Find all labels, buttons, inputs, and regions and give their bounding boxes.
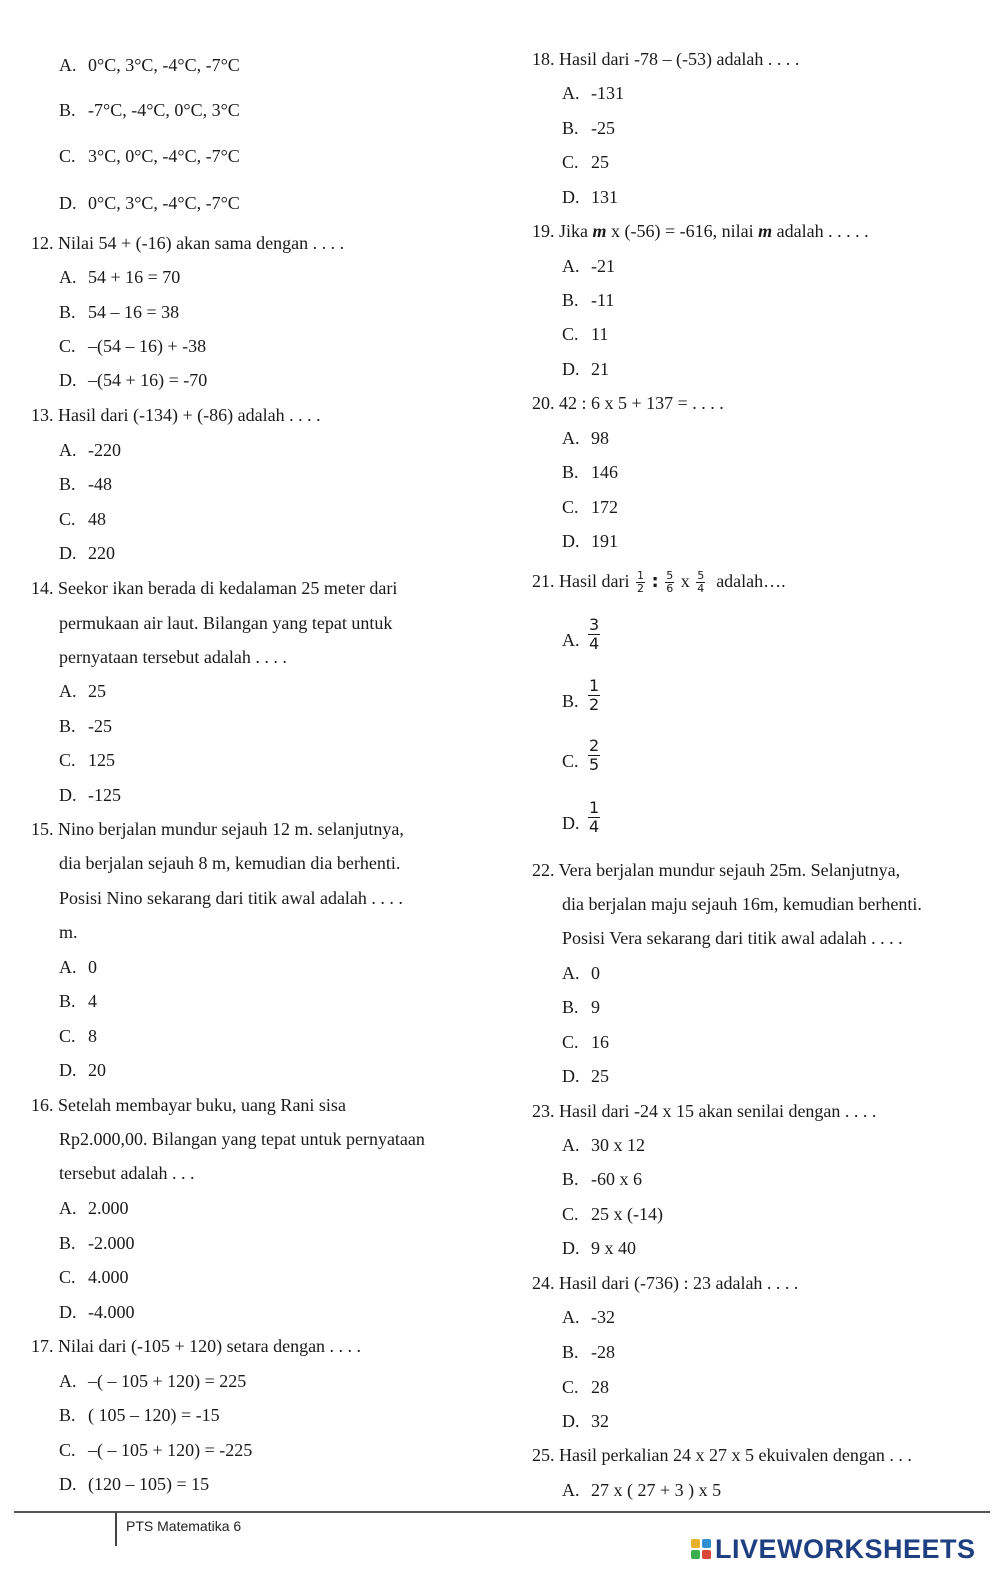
question-14-line: 14. Seekor ikan berada di kedalaman 25 meter dari bbox=[31, 578, 398, 598]
question-17: 17. Nilai dari (-105 + 120) setara dengan . . . . bbox=[31, 1336, 362, 1356]
question-22-line: Posisi Vera sekarang dari titik awal adalah . . . . bbox=[562, 928, 903, 948]
option: C. 28 bbox=[562, 1377, 609, 1397]
option: B. -7°C, -4°C, 0°C, 3°C bbox=[59, 100, 240, 120]
question-15-line: 15. Nino berjalan mundur sejauh 12 m. selanjutnya, bbox=[31, 819, 404, 839]
option: C. 16 bbox=[562, 1032, 609, 1052]
option: B. 9 bbox=[562, 997, 600, 1017]
liveworksheets-brand[interactable] bbox=[691, 1535, 976, 1563]
question-16-line: Rp2.000,00. Bilangan yang tepat untuk pernyataan bbox=[59, 1129, 425, 1149]
question-23: 23. Hasil dari -24 x 15 akan senilai dengan . . . . bbox=[532, 1101, 877, 1121]
option: C. 3°C, 0°C, -4°C, -7°C bbox=[59, 146, 240, 166]
option: A. –( – 105 + 120) = 225 bbox=[59, 1371, 247, 1391]
option: C. 48 bbox=[59, 509, 106, 529]
footer-vertical-divider bbox=[115, 1512, 117, 1546]
option: D. 131 bbox=[562, 187, 618, 207]
question-15-line: m. bbox=[59, 922, 78, 942]
option-letter: D. bbox=[562, 813, 580, 833]
fraction: $\frac{1}{2}$ bbox=[636, 569, 644, 596]
question-14-line: permukaan air laut. Bilangan yang tepat untuk bbox=[59, 613, 393, 633]
option: D. (120 – 105) = 15 bbox=[59, 1474, 210, 1494]
option: C. –( – 105 + 120) = -225 bbox=[59, 1440, 253, 1460]
option: A. -131 bbox=[562, 83, 624, 103]
option: A. 2.000 bbox=[59, 1198, 129, 1218]
option: C. 172 bbox=[562, 497, 618, 517]
option: D. -125 bbox=[59, 785, 121, 805]
option: C. –(54 – 16) + -38 bbox=[59, 336, 207, 356]
option: A. 98 bbox=[562, 428, 609, 448]
option: D. 220 bbox=[59, 543, 115, 563]
option: A. 25 bbox=[59, 681, 106, 701]
option: B. 146 bbox=[562, 462, 618, 482]
option-letter: A. bbox=[562, 630, 580, 650]
option: B. ( 105 – 120) = -15 bbox=[59, 1405, 220, 1425]
option: D. 9 x 40 bbox=[562, 1238, 636, 1258]
option-letter: C. bbox=[562, 751, 579, 771]
option: D. 21 bbox=[562, 359, 609, 379]
question-14-line: pernyataan tersebut adalah . . . . bbox=[59, 647, 287, 667]
option: C. 125 bbox=[59, 750, 115, 770]
option: B. -11 bbox=[562, 290, 615, 310]
footer-divider bbox=[14, 1511, 990, 1513]
option: B. -28 bbox=[562, 1342, 615, 1362]
option-letter: B. bbox=[562, 691, 579, 711]
option: D. 0°C, 3°C, -4°C, -7°C bbox=[59, 193, 240, 213]
question-22-line: 22. Vera berjalan mundur sejauh 25m. Selanjutnya, bbox=[532, 860, 901, 880]
option: C. 25 x (-14) bbox=[562, 1204, 663, 1224]
question-25: 25. Hasil perkalian 24 x 27 x 5 ekuivalen dengan . . . bbox=[532, 1445, 912, 1465]
option: A. 54 + 16 = 70 bbox=[59, 267, 181, 287]
fraction: $\frac{5}{4}$ bbox=[697, 569, 705, 596]
option: C. 25 bbox=[562, 152, 609, 172]
option: B. -48 bbox=[59, 474, 112, 494]
option-fraction: 3 4 bbox=[589, 615, 600, 653]
footer-label: PTS Matematika 6 bbox=[126, 1518, 242, 1534]
option: A. -220 bbox=[59, 440, 121, 460]
option: B. -25 bbox=[59, 716, 112, 736]
question-19: 19. Jika m x (-56) = -616, nilai m adalah . . . . . bbox=[532, 221, 869, 241]
option: A. 0 bbox=[562, 963, 600, 983]
option-fraction: 1 2 bbox=[589, 676, 600, 714]
option-fraction: 2 5 bbox=[589, 736, 600, 774]
question-21: 21. Hasil dari $\frac{1}{2}$ : $\frac{5}{6}$ x $\frac{5}{4}$ adalah…. bbox=[532, 569, 786, 596]
question-22-line: dia berjalan maju sejauh 16m, kemudian berhenti. bbox=[562, 894, 922, 914]
option: D. 20 bbox=[59, 1060, 106, 1080]
question-24: 24. Hasil dari (-736) : 23 adalah . . . . bbox=[532, 1273, 799, 1293]
option: D. 25 bbox=[562, 1066, 609, 1086]
option: A. -21 bbox=[562, 256, 615, 276]
option: D. -4.000 bbox=[59, 1302, 135, 1322]
option: A. 27 x ( 27 + 3 ) x 5 bbox=[562, 1480, 722, 1500]
option: A. 30 x 12 bbox=[562, 1135, 645, 1155]
option: B. -2.000 bbox=[59, 1233, 135, 1253]
question-20: 20. 42 : 6 x 5 + 137 = . . . . bbox=[532, 393, 724, 413]
question-15-line: dia berjalan sejauh 8 m, kemudian dia berhenti. bbox=[59, 853, 401, 873]
option: A. 0 bbox=[59, 957, 97, 977]
liveworksheets-logo-icon bbox=[691, 1539, 711, 1559]
option-fraction: 1 4 bbox=[589, 798, 600, 836]
option: C. 8 bbox=[59, 1026, 97, 1046]
option: D. –(54 + 16) = -70 bbox=[59, 370, 208, 390]
fraction: $\frac{5}{6}$ bbox=[666, 569, 674, 596]
option: B. -25 bbox=[562, 118, 615, 138]
question-12: 12. Nilai 54 + (-16) akan sama dengan . . . . bbox=[31, 233, 345, 253]
option: A. -32 bbox=[562, 1307, 615, 1327]
question-13: 13. Hasil dari (-134) + (-86) adalah . . . . bbox=[31, 405, 321, 425]
option: C. 11 bbox=[562, 324, 609, 344]
option: B. 4 bbox=[59, 991, 97, 1011]
question-16-line: 16. Setelah membayar buku, uang Rani sisa bbox=[31, 1095, 346, 1115]
question-15-line: Posisi Nino sekarang dari titik awal adalah . . . . bbox=[59, 888, 403, 908]
question-18: 18. Hasil dari -78 – (-53) adalah . . . . bbox=[532, 49, 800, 69]
option: D. 191 bbox=[562, 531, 618, 551]
option: D. 32 bbox=[562, 1411, 609, 1431]
option: A. 0°C, 3°C, -4°C, -7°C bbox=[59, 55, 240, 75]
option: B. -60 x 6 bbox=[562, 1169, 642, 1189]
option: C. 4.000 bbox=[59, 1267, 129, 1287]
brand-name: LIVEWORKSHEETS bbox=[715, 1533, 976, 1564]
question-16-line: tersebut adalah . . . bbox=[59, 1163, 195, 1183]
option: B. 54 – 16 = 38 bbox=[59, 302, 180, 322]
